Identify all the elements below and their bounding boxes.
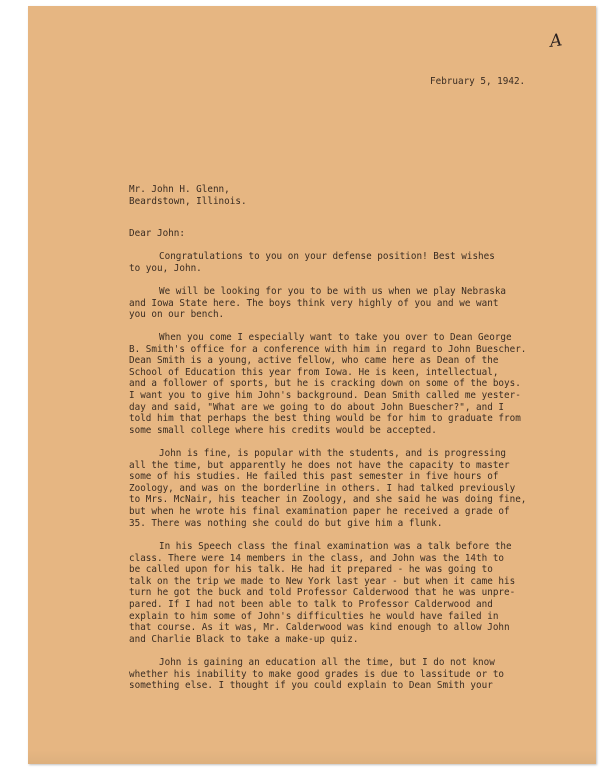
text-line: and Charlie Black to take a make-up quiz.	[129, 633, 359, 645]
text-line: told him that perhaps the best thing would be for him to graduate from	[129, 413, 521, 425]
letter-date: February 5, 1942.	[430, 76, 526, 87]
paragraph	[129, 657, 504, 692]
address-line: Mr. John H. Glenn,	[129, 184, 230, 195]
address-line: Beardstown, Illinois.	[129, 195, 247, 207]
text-line: In his Speech class the final examination was a talk before the	[159, 541, 512, 552]
text-line: Zoology, and was on the borderline in others. I had talked previously	[129, 482, 516, 494]
text-line: We will be looking for you to be with us when we play Nebraska	[159, 286, 507, 297]
text-line: John is gaining an education all the time, but I do not know	[159, 657, 495, 668]
text-line: I want you to give him John's background. Dean Smith called me yester-	[129, 389, 521, 401]
text-line: be called upon for his talk. He had it prepared - he was going to	[129, 564, 493, 576]
text-line: School of Education this year from Iowa. He is keen, intellectual,	[129, 366, 499, 378]
text-line: talk on the trip we made to New York last year - but when it came his	[129, 575, 516, 587]
text-line: all the time, but apparently he does not have the capacity to master	[129, 459, 510, 471]
letter-page	[28, 6, 596, 764]
text-line: but when he wrote his final examination paper he received a grade of	[129, 505, 510, 517]
text-line: some small college where his credits would be accepted.	[129, 424, 437, 436]
paragraph	[129, 251, 495, 274]
text-line: class. There were 14 members in the class, and John was the 14th to	[129, 552, 505, 564]
handwritten-mark: A	[548, 30, 564, 52]
text-line: to you, John.	[129, 262, 202, 274]
text-line: 35. There was nothing she could do but give him a flunk.	[129, 517, 443, 529]
text-line: turn he got the buck and told Professor Calderwood that he was unpre-	[129, 587, 516, 599]
text-line: and Iowa State here. The boys think very highly of you and we want	[129, 297, 499, 309]
text-line: something else. I thought if you could explain to Dean Smith your	[129, 680, 493, 692]
paragraph	[129, 286, 506, 321]
text-line: day and said, "What are we going to do about John Buescher?", and I	[129, 401, 505, 413]
text-line: Congratulations to you on your defense position! Best wishes	[159, 251, 495, 262]
salutation: Dear John:	[129, 228, 185, 239]
text-line: to Mrs. McNair, his teacher in Zoology, and she said he was doing fine,	[129, 494, 527, 506]
paragraph	[129, 541, 515, 645]
text-line: and a follower of sports, but he is cracking down on some of the boys.	[129, 378, 521, 390]
text-line: pared. If I had not been able to talk to Professor Calderwood and	[129, 598, 493, 610]
text-line: explain to him some of John's difficulties he would have failed in	[129, 610, 499, 622]
text-line: you on our bench.	[129, 309, 225, 321]
text-line: Dean Smith is a young, active fellow, who came here as Dean of the	[129, 355, 499, 367]
text-line: When you come I especially want to take you over to Dean George	[159, 332, 512, 343]
recipient-address	[129, 184, 247, 207]
text-line: that course. As it was, Mr. Calderwood was kind enough to allow John	[129, 622, 510, 634]
text-line: whether his inability to make good grades is due to lassitude or to	[129, 668, 505, 680]
text-line: John is fine, is popular with the students, and is progressing	[159, 448, 507, 459]
paragraph	[129, 448, 526, 529]
text-line: B. Smith's office for a conference with him in regard to John Buescher.	[129, 343, 527, 355]
paragraph	[129, 332, 526, 436]
paper-edge	[28, 750, 596, 764]
text-line: some of his studies. He failed this past semester in five hours of	[129, 471, 499, 483]
